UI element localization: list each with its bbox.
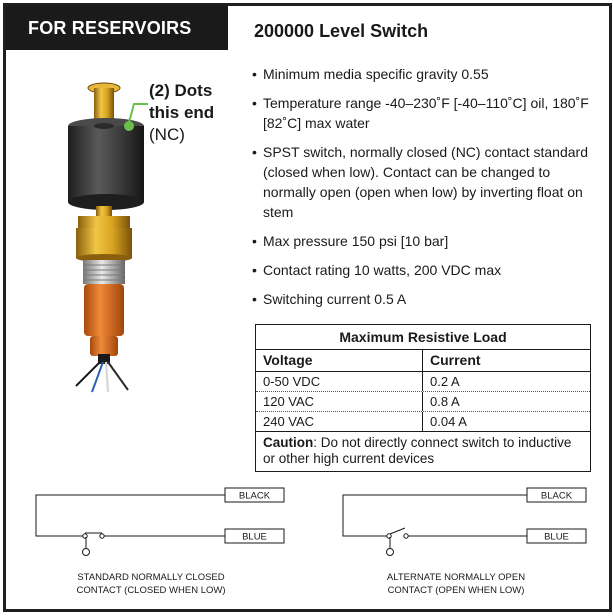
spec-item: • Minimum media specific gravity 0.55	[252, 64, 602, 84]
table-row	[256, 412, 590, 432]
spec-list	[252, 64, 602, 318]
nc-caption-line-2: CONTACT (CLOSED WHEN LOW)	[76, 585, 226, 596]
voltage-cell: 0-50 VDC	[256, 372, 423, 391]
no-caption	[366, 571, 546, 597]
caution-label: Caution	[263, 435, 314, 450]
nc-caption	[61, 571, 241, 597]
column-header-voltage: Voltage	[256, 350, 423, 371]
table-title: Maximum Resistive Load	[256, 325, 590, 350]
no-black-label: BLACK	[540, 490, 573, 502]
no-caption-line-2: CONTACT (OPEN WHEN LOW)	[387, 585, 525, 596]
no-blue-label: BLUE	[544, 531, 569, 543]
resistive-load-table	[255, 324, 591, 472]
table-row	[256, 372, 590, 392]
callout-line-1: (2) Dots	[149, 81, 213, 100]
column-header-current: Current	[430, 352, 481, 368]
nc-wiring-diagram	[36, 488, 284, 556]
spec-item: • SPST switch, normally closed (NC) contact standard (closed when low). Contact can be changed to normally open (open when low) by inverting float on stem	[252, 142, 602, 222]
table-header-row	[256, 350, 590, 372]
spec-item: • Max pressure 150 psi [10 bar]	[252, 231, 602, 251]
voltage-cell: 120 VAC	[256, 392, 423, 411]
page-frame	[3, 3, 612, 612]
nc-blue-label: BLUE	[242, 531, 267, 543]
product-title: 200000 Level Switch	[254, 21, 429, 41]
current-cell: 0.2 A	[430, 374, 460, 389]
current-cell: 0.8 A	[430, 394, 460, 409]
nc-caption-line-1: STANDARD NORMALLY CLOSED	[77, 572, 225, 583]
no-caption-line-1: ALTERNATE NORMALLY OPEN	[386, 572, 526, 583]
spec-item: • Contact rating 10 watts, 200 VDC max	[252, 260, 602, 280]
caution-text: : Do not directly connect switch to inductive or other high current devices	[263, 435, 572, 466]
section-tab: FOR RESERVOIRS	[6, 6, 228, 50]
dots-callout	[149, 80, 214, 146]
voltage-cell: 240 VAC	[256, 412, 423, 431]
callout-line-3: (NC)	[149, 125, 185, 144]
spec-item: • Temperature range -40–230˚F [-40–110˚C] oil, 180˚F [82˚C] max water	[252, 93, 602, 133]
callout-line-2: this end	[149, 103, 215, 122]
no-wiring-diagram	[343, 488, 586, 556]
spec-item: • Switching current 0.5 A	[252, 289, 602, 309]
table-row	[256, 392, 590, 412]
current-cell: 0.04 A	[430, 414, 467, 429]
caution-note	[256, 432, 590, 471]
nc-black-label: BLACK	[238, 490, 271, 502]
